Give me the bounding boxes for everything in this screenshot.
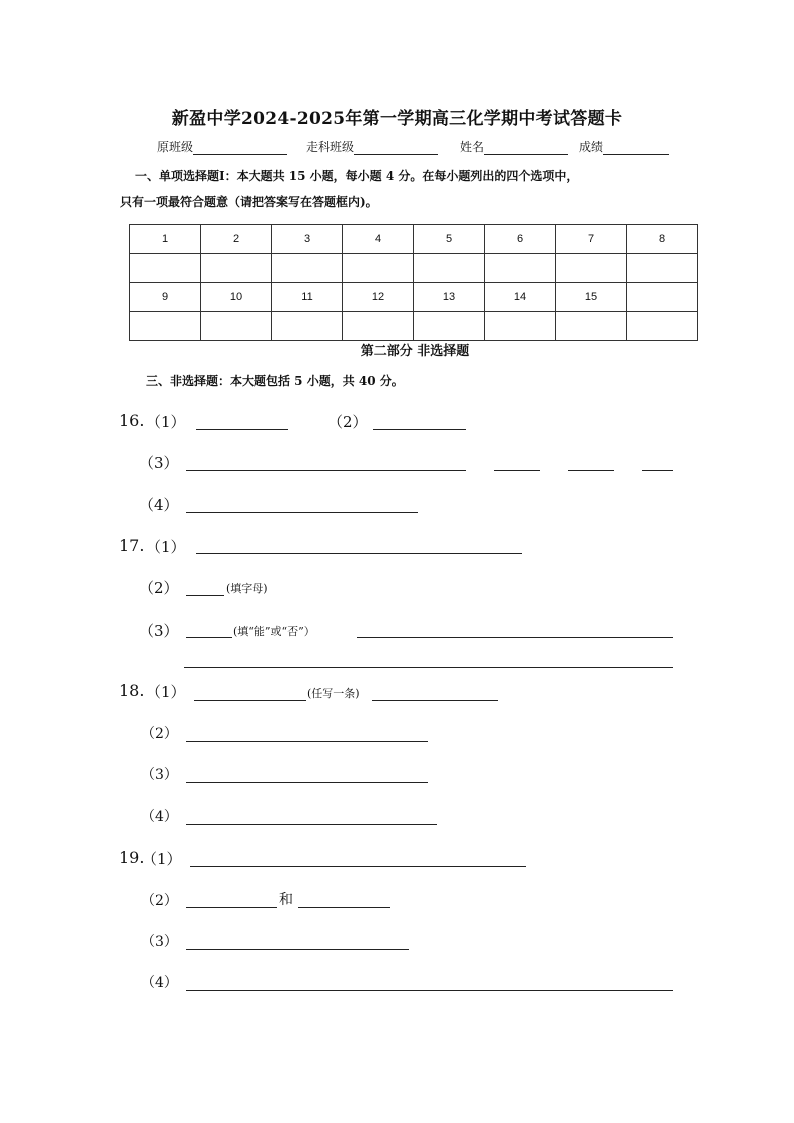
q17-1-answer-line[interactable] xyxy=(196,553,522,554)
answer-cell[interactable] xyxy=(556,254,627,283)
q17-1-label: （1） xyxy=(146,538,186,556)
q17-2-hint: (填字母) xyxy=(226,582,268,595)
q16-3-label: （3） xyxy=(139,454,179,472)
q19-1-answer-line[interactable] xyxy=(190,866,526,867)
original-class-label: 原班级 xyxy=(157,140,194,154)
q18-3-answer-line[interactable] xyxy=(186,782,428,783)
q16-4-answer-line[interactable] xyxy=(186,512,418,513)
question-number-row xyxy=(130,225,698,254)
answer-cell[interactable] xyxy=(414,254,485,283)
q16-4-label: （4） xyxy=(139,496,179,514)
q16-3-answer-blank-4[interactable] xyxy=(642,470,673,471)
question-number-cell: 11 xyxy=(272,283,343,312)
answer-cell[interactable] xyxy=(343,254,414,283)
part2-instruction: 三、非选择题：本大题包括 5 小题，共 40 分。 xyxy=(146,374,404,388)
q18-1-answer-line[interactable] xyxy=(194,700,306,701)
question-number-cell: 6 xyxy=(485,225,556,254)
q17-number: 17. xyxy=(119,536,145,555)
original-class-field[interactable] xyxy=(157,138,287,155)
q19-2-label: （2） xyxy=(141,893,178,909)
answer-cell[interactable] xyxy=(556,312,627,341)
q16-number: 16. xyxy=(119,411,145,430)
q17-2-label: （2） xyxy=(139,579,179,597)
question-number-cell: 14 xyxy=(485,283,556,312)
q18-1-answer-line-2[interactable] xyxy=(372,700,498,701)
question-number-cell: 10 xyxy=(201,283,272,312)
q19-4-answer-line[interactable] xyxy=(186,990,673,991)
q16-3-answer-blank-2[interactable] xyxy=(494,470,540,471)
answer-cell[interactable] xyxy=(485,254,556,283)
score-label: 成绩 xyxy=(579,140,604,154)
name-field[interactable] xyxy=(460,138,568,155)
answer-cell[interactable] xyxy=(343,312,414,341)
q16-1-label: （1） xyxy=(146,413,186,431)
question-number-cell: 1 xyxy=(130,225,201,254)
q18-2-answer-line[interactable] xyxy=(186,741,428,742)
q18-4-answer-line[interactable] xyxy=(186,824,437,825)
answer-cell xyxy=(627,312,698,341)
question-number-cell: 4 xyxy=(343,225,414,254)
score-field[interactable] xyxy=(579,138,669,155)
q16-3-answer-blank-3[interactable] xyxy=(568,470,614,471)
answer-cell[interactable] xyxy=(130,254,201,283)
answer-row xyxy=(130,312,698,341)
question-number-row xyxy=(130,283,698,312)
q19-2-answer-line-b[interactable] xyxy=(298,907,390,908)
q18-1-label: （1） xyxy=(146,683,186,701)
part1-instruction-line1: 一、单项选择题Ⅰ：本大题共 15 小题，每小题 4 分。在每小题列出的四个选项中， xyxy=(135,169,579,183)
question-number-cell: 7 xyxy=(556,225,627,254)
q16-1-answer-line[interactable] xyxy=(196,429,288,430)
answer-cell[interactable] xyxy=(627,254,698,283)
question-number-cell xyxy=(627,283,698,312)
question-number-cell: 9 xyxy=(130,283,201,312)
q16-3-answer-line[interactable] xyxy=(186,470,466,471)
question-number-cell: 15 xyxy=(556,283,627,312)
part1-instruction-line2: 只有一项最符合题意（请把答案写在答题框内)。 xyxy=(120,195,378,209)
q17-3-label: （3） xyxy=(139,622,179,640)
q19-2-and: 和 xyxy=(279,892,293,908)
answer-cell[interactable] xyxy=(201,312,272,341)
question-number-cell: 13 xyxy=(414,283,485,312)
answer-cell[interactable] xyxy=(272,312,343,341)
name-label: 姓名 xyxy=(460,140,485,154)
answer-cell[interactable] xyxy=(272,254,343,283)
q19-number: 19. xyxy=(119,848,145,867)
question-number-cell: 12 xyxy=(343,283,414,312)
page-title: 新盈中学2024-2025年第一学期高三化学期中考试答题卡 xyxy=(171,109,623,129)
answer-row xyxy=(130,254,698,283)
q17-3-answer-line[interactable] xyxy=(186,637,232,638)
q19-1-label: （1） xyxy=(142,850,182,868)
q18-3-label: （3） xyxy=(141,767,178,783)
question-number-cell: 2 xyxy=(201,225,272,254)
q18-number: 18. xyxy=(119,681,145,700)
q19-4-label: （4） xyxy=(141,975,178,991)
q19-3-answer-line[interactable] xyxy=(186,949,409,950)
q16-2-label: （2） xyxy=(328,413,368,431)
q16-2-answer-line[interactable] xyxy=(373,429,466,430)
question-number-cell: 5 xyxy=(414,225,485,254)
subject-class-field[interactable] xyxy=(306,138,438,155)
q18-2-label: （2） xyxy=(141,726,178,742)
question-number-cell: 3 xyxy=(272,225,343,254)
subject-class-label: 走科班级 xyxy=(306,140,355,154)
answer-cell[interactable] xyxy=(485,312,556,341)
q18-1-hint: (任写一条) xyxy=(307,687,360,700)
q17-3-hint: (填“能”或“否”） xyxy=(233,625,315,638)
answer-cell[interactable] xyxy=(414,312,485,341)
q19-2-answer-line-a[interactable] xyxy=(186,907,277,908)
q17-2-answer-line[interactable] xyxy=(186,595,224,596)
q17-3-reason-line-2[interactable] xyxy=(184,667,673,668)
answer-grid xyxy=(129,224,698,341)
answer-cell[interactable] xyxy=(130,312,201,341)
question-number-cell: 8 xyxy=(627,225,698,254)
q17-3-reason-line[interactable] xyxy=(357,637,673,638)
answer-cell[interactable] xyxy=(201,254,272,283)
q19-3-label: （3） xyxy=(141,934,178,950)
part2-heading: 第二部分 非选择题 xyxy=(360,344,470,359)
q18-4-label: （4） xyxy=(141,809,178,825)
